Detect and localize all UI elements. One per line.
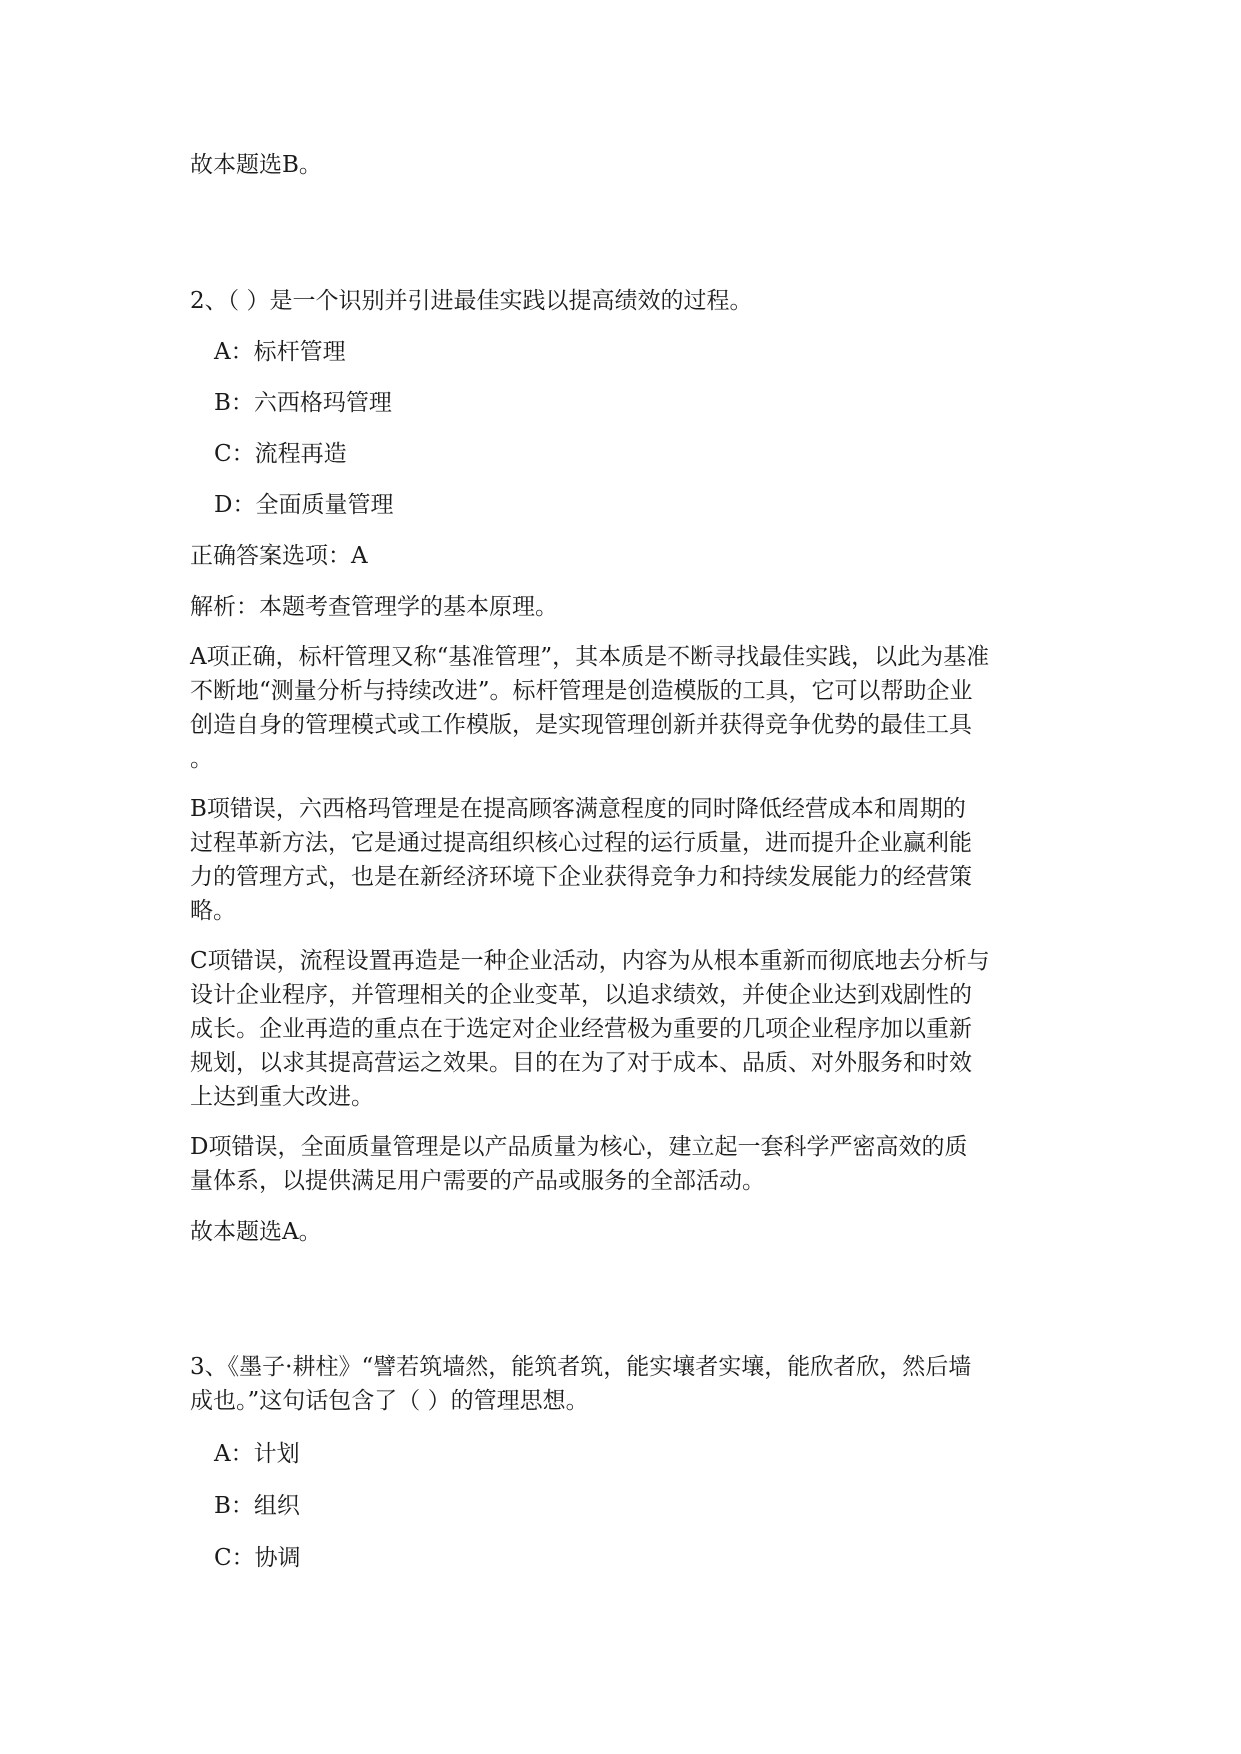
question-2-answer: 正确答案选项：A [190,543,368,569]
explanation-b-line: 过程革新方法，它是通过提高组织核心过程的运行质量，进而提升企业赢利能 [190,830,972,856]
explanation-c-line: 成长。企业再造的重点在于选定对企业经营极为重要的几项企业程序加以重新 [190,1016,972,1042]
question-3-stem [190,1350,1060,1418]
question-2-stem: 2、（ ）是一个识别并引进最佳实践以提高绩效的过程。 [190,288,753,314]
explanation-b-line: 略。 [190,898,236,924]
question-2-option-c: C：流程再造 [214,441,347,467]
question-2-option-d: D：全面质量管理 [214,492,394,518]
explanation-d-line: D项错误，全面质量管理是以产品质量为核心，建立起一套科学严密高效的质 [190,1134,968,1160]
question-3-stem-line: 3、《墨子·耕柱》“譬若筑墙然，能筑者筑，能实壤者实壤，能欣者欣，然后墙 [190,1354,972,1380]
question-2-option-b: B：六西格玛管理 [214,390,392,416]
explanation-c-line: 设计企业程序，并管理相关的企业变革，以追求绩效，并使企业达到戏剧性的 [190,982,972,1008]
question-2-explanation-c [190,944,1060,1114]
question-3-option-b: B：组织 [214,1493,300,1519]
explanation-a-line: 不断地“测量分析与持续改进”。标杆管理是创造模版的工具，它可以帮助企业 [190,678,973,704]
explanation-a-line: 创造自身的管理模式或工作模版，是实现管理创新并获得竞争优势的最佳工具 [190,712,972,738]
question-3-option-a: A：计划 [214,1441,300,1467]
question-2-conclusion: 故本题选A。 [190,1219,322,1245]
question-2-option-a: A：标杆管理 [214,339,346,365]
explanation-b-line: 力的管理方式，也是在新经济环境下企业获得竞争力和持续发展能力的经营策 [190,864,972,890]
question-2-explanation-b [190,792,1060,928]
explanation-d-line: 量体系，以提供满足用户需要的产品或服务的全部活动。 [190,1168,765,1194]
explanation-b-line: B项错误，六西格玛管理是在提高顾客满意程度的同时降低经营成本和周期的 [190,796,966,822]
question-3-option-c: C：协调 [214,1545,301,1571]
question-2-analysis: 解析：本题考查管理学的基本原理。 [190,594,558,620]
explanation-c-line: 上达到重大改进。 [190,1084,374,1110]
question-3-stem-line: 成也。”这句话包含了（ ）的管理思想。 [190,1388,589,1414]
explanation-c-line: 规划，以求其提高营运之效果。目的在为了对于成本、品质、对外服务和时效 [190,1050,972,1076]
question-2-explanation-a [190,640,1060,776]
explanation-c-line: C项错误，流程设置再造是一种企业活动，内容为从根本重新而彻底地去分析与 [190,948,990,974]
explanation-a-line: A项正确，标杆管理又称“基准管理”，其本质是不断寻找最佳实践，以此为基准 [190,644,990,670]
question-2-explanation-d [190,1130,1060,1198]
previous-conclusion: 故本题选B。 [190,152,322,178]
explanation-a-line: 。 [190,746,213,772]
